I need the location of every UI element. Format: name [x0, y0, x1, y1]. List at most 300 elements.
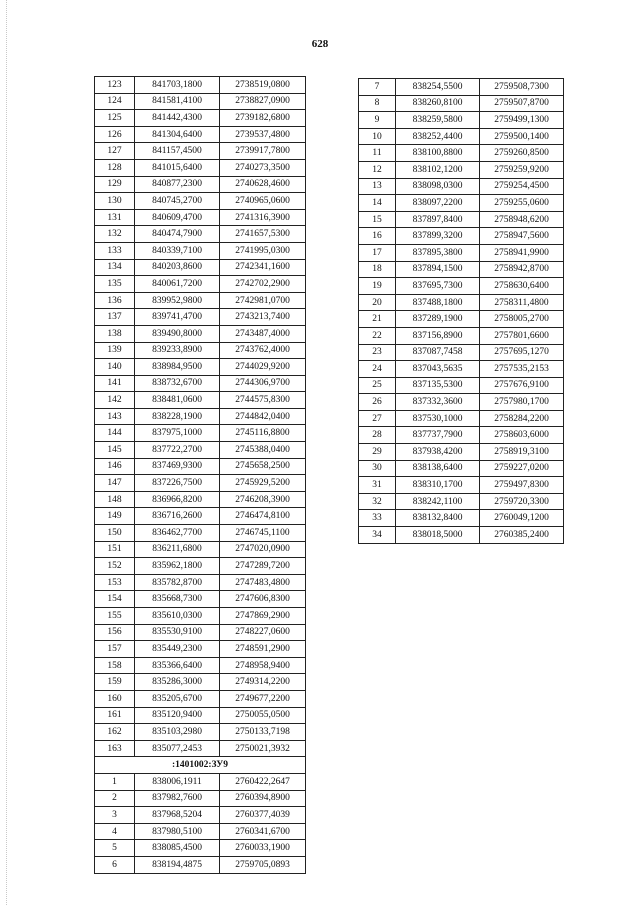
point-number-cell: 11 [359, 145, 396, 162]
point-number-cell: 14 [359, 195, 396, 212]
point-number-cell: 158 [95, 657, 135, 674]
y-coordinate-cell: 2760049,1200 [480, 510, 564, 527]
table-row [95, 408, 306, 425]
x-coordinate-cell: 838018,5000 [396, 527, 480, 544]
point-number-cell: 161 [95, 707, 135, 724]
table-row [95, 707, 306, 724]
point-number-cell: 6 [95, 856, 135, 873]
y-coordinate-cell: 2759705,0893 [220, 856, 306, 873]
point-number-cell: 123 [95, 77, 135, 94]
y-coordinate-cell: 2744575,8300 [220, 392, 306, 409]
table-row [95, 176, 306, 193]
page-number: 628 [311, 38, 329, 50]
y-coordinate-cell: 2740628,4600 [220, 176, 306, 193]
y-coordinate-cell: 2758942,8700 [480, 261, 564, 278]
x-coordinate-cell: 840609,4700 [135, 209, 220, 226]
x-coordinate-cell: 838242,1100 [396, 493, 480, 510]
x-coordinate-cell: 838132,8400 [396, 510, 480, 527]
x-coordinate-cell: 841581,4100 [135, 93, 220, 110]
point-number-cell: 23 [359, 344, 396, 361]
y-coordinate-cell: 2759507,8700 [480, 95, 564, 112]
x-coordinate-cell: 835103,2980 [135, 724, 220, 741]
table-row [359, 294, 564, 311]
table-row [359, 145, 564, 162]
x-coordinate-cell: 838481,0600 [135, 392, 220, 409]
y-coordinate-cell: 2759499,1300 [480, 112, 564, 129]
table-row [95, 193, 306, 210]
point-number-cell: 127 [95, 143, 135, 160]
y-coordinate-cell: 2750133,7198 [220, 724, 306, 741]
point-number-cell: 143 [95, 408, 135, 425]
table-row [95, 508, 306, 525]
x-coordinate-cell: 837938,4200 [396, 444, 480, 461]
x-coordinate-cell: 837894,1500 [396, 261, 480, 278]
y-coordinate-cell: 2743213,7400 [220, 309, 306, 326]
section-header-row [95, 757, 306, 774]
x-coordinate-cell: 839952,9800 [135, 292, 220, 309]
y-coordinate-cell: 2750055,0500 [220, 707, 306, 724]
y-coordinate-cell: 2759255,0600 [480, 195, 564, 212]
x-coordinate-cell: 837332,3600 [396, 394, 480, 411]
y-coordinate-cell: 2759508,7300 [480, 79, 564, 96]
point-number-cell: 155 [95, 608, 135, 625]
point-number-cell: 145 [95, 442, 135, 459]
y-coordinate-cell: 2750021,3932 [220, 740, 306, 757]
y-coordinate-cell: 2741316,3900 [220, 209, 306, 226]
x-coordinate-cell: 838097,2200 [396, 195, 480, 212]
y-coordinate-cell: 2746745,1100 [220, 525, 306, 542]
table-row [359, 344, 564, 361]
table-row [95, 375, 306, 392]
x-coordinate-cell: 835077,2453 [135, 740, 220, 757]
table-row [359, 178, 564, 195]
table-row [359, 444, 564, 461]
point-number-cell: 144 [95, 425, 135, 442]
point-number-cell: 129 [95, 176, 135, 193]
y-coordinate-cell: 2758005,2700 [480, 311, 564, 328]
table-row [95, 325, 306, 342]
x-coordinate-cell: 838098,0300 [396, 178, 480, 195]
y-coordinate-cell: 2757801,6600 [480, 327, 564, 344]
y-coordinate-cell: 2739537,4800 [220, 126, 306, 143]
x-coordinate-cell: 835449,2300 [135, 641, 220, 658]
table-row [95, 309, 306, 326]
y-coordinate-cell: 2745116,8800 [220, 425, 306, 442]
point-number-cell: 133 [95, 242, 135, 259]
point-number-cell: 137 [95, 309, 135, 326]
coordinates-table-right [358, 78, 564, 544]
x-coordinate-cell: 838732,6700 [135, 375, 220, 392]
x-coordinate-cell: 837722,2700 [135, 442, 220, 459]
point-number-cell: 138 [95, 325, 135, 342]
y-coordinate-cell: 2742341,1600 [220, 259, 306, 276]
point-number-cell: 159 [95, 674, 135, 691]
table-row [95, 807, 306, 824]
y-coordinate-cell: 2758948,6200 [480, 211, 564, 228]
y-coordinate-cell: 2739917,7800 [220, 143, 306, 160]
y-coordinate-cell: 2759500,1400 [480, 128, 564, 145]
y-coordinate-cell: 2743487,4000 [220, 325, 306, 342]
x-coordinate-cell: 839741,4700 [135, 309, 220, 326]
table-row [95, 342, 306, 359]
table-row [95, 657, 306, 674]
x-coordinate-cell: 840745,2700 [135, 193, 220, 210]
x-coordinate-cell: 837469,9300 [135, 458, 220, 475]
table-row [95, 724, 306, 741]
x-coordinate-cell: 840877,2300 [135, 176, 220, 193]
y-coordinate-cell: 2758603,6000 [480, 427, 564, 444]
point-number-cell: 140 [95, 359, 135, 376]
x-coordinate-cell: 835366,6400 [135, 657, 220, 674]
x-coordinate-cell: 835782,8700 [135, 574, 220, 591]
table-row [95, 574, 306, 591]
y-coordinate-cell: 2741657,5300 [220, 226, 306, 243]
x-coordinate-cell: 838984,9500 [135, 359, 220, 376]
y-coordinate-cell: 2759260,8500 [480, 145, 564, 162]
table-row [359, 278, 564, 295]
y-coordinate-cell: 2758311,4800 [480, 294, 564, 311]
table-row [95, 110, 306, 127]
x-coordinate-cell: 840061,7200 [135, 276, 220, 293]
y-coordinate-cell: 2748227,0600 [220, 624, 306, 641]
table-row [359, 427, 564, 444]
y-coordinate-cell: 2760033,1900 [220, 840, 306, 857]
table-row [95, 209, 306, 226]
x-coordinate-cell: 837895,3800 [396, 244, 480, 261]
y-coordinate-cell: 2748591,2900 [220, 641, 306, 658]
point-number-cell: 146 [95, 458, 135, 475]
table-row [359, 477, 564, 494]
point-number-cell: 21 [359, 311, 396, 328]
y-coordinate-cell: 2740273,3500 [220, 159, 306, 176]
x-coordinate-cell: 838228,1900 [135, 408, 220, 425]
y-coordinate-cell: 2759254,4500 [480, 178, 564, 195]
y-coordinate-cell: 2757980,1700 [480, 394, 564, 411]
table-row [95, 425, 306, 442]
x-coordinate-cell: 835286,3000 [135, 674, 220, 691]
table-row [95, 740, 306, 757]
point-number-cell: 25 [359, 377, 396, 394]
table-row [95, 226, 306, 243]
y-coordinate-cell: 2758630,6400 [480, 278, 564, 295]
point-number-cell: 18 [359, 261, 396, 278]
point-number-cell: 125 [95, 110, 135, 127]
x-coordinate-cell: 836211,6800 [135, 541, 220, 558]
table-row [95, 773, 306, 790]
x-coordinate-cell: 836716,2600 [135, 508, 220, 525]
x-coordinate-cell: 836462,7700 [135, 525, 220, 542]
table-row [95, 159, 306, 176]
x-coordinate-cell: 838100,8800 [396, 145, 480, 162]
point-number-cell: 17 [359, 244, 396, 261]
table-row [359, 311, 564, 328]
table-row [95, 840, 306, 857]
table-row [95, 475, 306, 492]
y-coordinate-cell: 2747020,0900 [220, 541, 306, 558]
point-number-cell: 139 [95, 342, 135, 359]
table-row [359, 228, 564, 245]
y-coordinate-cell: 2747869,2900 [220, 608, 306, 625]
x-coordinate-cell: 838085,4500 [135, 840, 220, 857]
point-number-cell: 126 [95, 126, 135, 143]
x-coordinate-cell: 838310,1700 [396, 477, 480, 494]
point-number-cell: 147 [95, 475, 135, 492]
x-coordinate-cell: 841157,4500 [135, 143, 220, 160]
x-coordinate-cell: 837043,5635 [396, 361, 480, 378]
point-number-cell: 131 [95, 209, 135, 226]
coordinates-table-left [94, 76, 306, 874]
table-row [359, 493, 564, 510]
x-coordinate-cell: 840339,7100 [135, 242, 220, 259]
x-coordinate-cell: 838259,5800 [396, 112, 480, 129]
table-row [359, 128, 564, 145]
table-row [95, 541, 306, 558]
x-coordinate-cell: 838194,4875 [135, 856, 220, 873]
x-coordinate-cell: 839233,8900 [135, 342, 220, 359]
table-row [359, 361, 564, 378]
x-coordinate-cell: 841304,6400 [135, 126, 220, 143]
point-number-cell: 149 [95, 508, 135, 525]
table-row [359, 112, 564, 129]
table-row [95, 690, 306, 707]
point-number-cell: 136 [95, 292, 135, 309]
x-coordinate-cell: 838102,1200 [396, 161, 480, 178]
table-row [95, 458, 306, 475]
point-number-cell: 31 [359, 477, 396, 494]
y-coordinate-cell: 2749677,2200 [220, 690, 306, 707]
table-row [95, 392, 306, 409]
x-coordinate-cell: 838254,5500 [396, 79, 480, 96]
point-number-cell: 22 [359, 327, 396, 344]
table-row [95, 292, 306, 309]
y-coordinate-cell: 2757695,1270 [480, 344, 564, 361]
point-number-cell: 124 [95, 93, 135, 110]
point-number-cell: 9 [359, 112, 396, 129]
y-coordinate-cell: 2758919,3100 [480, 444, 564, 461]
x-coordinate-cell: 835120,9400 [135, 707, 220, 724]
point-number-cell: 128 [95, 159, 135, 176]
y-coordinate-cell: 2760341,6700 [220, 823, 306, 840]
table-row [359, 211, 564, 228]
point-number-cell: 7 [359, 79, 396, 96]
table-row [359, 161, 564, 178]
point-number-cell: 130 [95, 193, 135, 210]
point-number-cell: 29 [359, 444, 396, 461]
x-coordinate-cell: 837695,7300 [396, 278, 480, 295]
x-coordinate-cell: 840474,7900 [135, 226, 220, 243]
x-coordinate-cell: 841015,6400 [135, 159, 220, 176]
x-coordinate-cell: 837226,7500 [135, 475, 220, 492]
x-coordinate-cell: 841703,1800 [135, 77, 220, 94]
x-coordinate-cell: 837530,1000 [396, 410, 480, 427]
table-row [95, 525, 306, 542]
y-coordinate-cell: 2759497,8300 [480, 477, 564, 494]
table-row [95, 591, 306, 608]
point-number-cell: 13 [359, 178, 396, 195]
point-number-cell: 12 [359, 161, 396, 178]
x-coordinate-cell: 835668,7300 [135, 591, 220, 608]
point-number-cell: 151 [95, 541, 135, 558]
y-coordinate-cell: 2746208,3900 [220, 491, 306, 508]
x-coordinate-cell: 837135,5300 [396, 377, 480, 394]
y-coordinate-cell: 2760394,8900 [220, 790, 306, 807]
x-coordinate-cell: 837156,8900 [396, 327, 480, 344]
y-coordinate-cell: 2742981,0700 [220, 292, 306, 309]
y-coordinate-cell: 2747289,7200 [220, 558, 306, 575]
point-number-cell: 135 [95, 276, 135, 293]
y-coordinate-cell: 2760377,4039 [220, 807, 306, 824]
table-row [95, 359, 306, 376]
point-number-cell: 134 [95, 259, 135, 276]
table-row [359, 377, 564, 394]
y-coordinate-cell: 2758947,5600 [480, 228, 564, 245]
y-coordinate-cell: 2744842,0400 [220, 408, 306, 425]
point-number-cell: 30 [359, 460, 396, 477]
point-number-cell: 160 [95, 690, 135, 707]
point-number-cell: 8 [359, 95, 396, 112]
point-number-cell: 34 [359, 527, 396, 544]
y-coordinate-cell: 2759720,3300 [480, 493, 564, 510]
table-row [95, 558, 306, 575]
x-coordinate-cell: 835530,9100 [135, 624, 220, 641]
x-coordinate-cell: 838138,6400 [396, 460, 480, 477]
y-coordinate-cell: 2758941,9900 [480, 244, 564, 261]
point-number-cell: 156 [95, 624, 135, 641]
page-left-edge [6, 0, 7, 905]
table-row [359, 394, 564, 411]
point-number-cell: 148 [95, 491, 135, 508]
y-coordinate-cell: 2745658,2500 [220, 458, 306, 475]
table-row [359, 327, 564, 344]
table-row [359, 195, 564, 212]
table-row [95, 641, 306, 658]
y-coordinate-cell: 2745929,5200 [220, 475, 306, 492]
table-row [359, 79, 564, 96]
table-row [95, 276, 306, 293]
y-coordinate-cell: 2759259,9200 [480, 161, 564, 178]
y-coordinate-cell: 2742702,2900 [220, 276, 306, 293]
y-coordinate-cell: 2741995,0300 [220, 242, 306, 259]
point-number-cell: 162 [95, 724, 135, 741]
table-row [359, 410, 564, 427]
y-coordinate-cell: 2758284,2200 [480, 410, 564, 427]
x-coordinate-cell: 837968,5204 [135, 807, 220, 824]
point-number-cell: 28 [359, 427, 396, 444]
point-number-cell: 33 [359, 510, 396, 527]
y-coordinate-cell: 2747606,8300 [220, 591, 306, 608]
x-coordinate-cell: 837488,1800 [396, 294, 480, 311]
point-number-cell: 16 [359, 228, 396, 245]
table-row [95, 93, 306, 110]
table-row [95, 259, 306, 276]
point-number-cell: 10 [359, 128, 396, 145]
x-coordinate-cell: 837087,7458 [396, 344, 480, 361]
x-coordinate-cell: 838006,1911 [135, 773, 220, 790]
y-coordinate-cell: 2757676,9100 [480, 377, 564, 394]
x-coordinate-cell: 835205,6700 [135, 690, 220, 707]
point-number-cell: 3 [95, 807, 135, 824]
point-number-cell: 5 [95, 840, 135, 857]
table-row [95, 77, 306, 94]
point-number-cell: 152 [95, 558, 135, 575]
point-number-cell: 132 [95, 226, 135, 243]
y-coordinate-cell: 2739182,6800 [220, 110, 306, 127]
point-number-cell: 15 [359, 211, 396, 228]
table-row [359, 95, 564, 112]
table-row [95, 624, 306, 641]
table-row [95, 856, 306, 873]
table-row [95, 442, 306, 459]
table-row [359, 527, 564, 544]
x-coordinate-cell: 838252,4400 [396, 128, 480, 145]
x-coordinate-cell: 841442,4300 [135, 110, 220, 127]
x-coordinate-cell: 837980,5100 [135, 823, 220, 840]
point-number-cell: 150 [95, 525, 135, 542]
point-number-cell: 4 [95, 823, 135, 840]
x-coordinate-cell: 840203,8600 [135, 259, 220, 276]
point-number-cell: 24 [359, 361, 396, 378]
x-coordinate-cell: 835962,1800 [135, 558, 220, 575]
x-coordinate-cell: 835610,0300 [135, 608, 220, 625]
x-coordinate-cell: 837897,8400 [396, 211, 480, 228]
y-coordinate-cell: 2747483,4800 [220, 574, 306, 591]
point-number-cell: 157 [95, 641, 135, 658]
table-row [95, 242, 306, 259]
y-coordinate-cell: 2760422,2647 [220, 773, 306, 790]
point-number-cell: 153 [95, 574, 135, 591]
table-row [359, 244, 564, 261]
table-row [95, 491, 306, 508]
table-row [95, 790, 306, 807]
x-coordinate-cell: 836966,8200 [135, 491, 220, 508]
y-coordinate-cell: 2743762,4000 [220, 342, 306, 359]
table-row [95, 126, 306, 143]
y-coordinate-cell: 2759227,0200 [480, 460, 564, 477]
table-row [359, 460, 564, 477]
y-coordinate-cell: 2738827,0900 [220, 93, 306, 110]
point-number-cell: 26 [359, 394, 396, 411]
point-number-cell: 27 [359, 410, 396, 427]
x-coordinate-cell: 837737,7900 [396, 427, 480, 444]
x-coordinate-cell: 839490,8000 [135, 325, 220, 342]
x-coordinate-cell: 838260,8100 [396, 95, 480, 112]
point-number-cell: 1 [95, 773, 135, 790]
point-number-cell: 163 [95, 740, 135, 757]
table-row [95, 674, 306, 691]
point-number-cell: 19 [359, 278, 396, 295]
point-number-cell: 20 [359, 294, 396, 311]
x-coordinate-cell: 837982,7600 [135, 790, 220, 807]
y-coordinate-cell: 2745388,0400 [220, 442, 306, 459]
y-coordinate-cell: 2757535,2153 [480, 361, 564, 378]
table-row [359, 261, 564, 278]
x-coordinate-cell: 837899,3200 [396, 228, 480, 245]
y-coordinate-cell: 2744306,9700 [220, 375, 306, 392]
y-coordinate-cell: 2748958,9400 [220, 657, 306, 674]
table-row [95, 143, 306, 160]
table-row [95, 823, 306, 840]
table-row [95, 608, 306, 625]
point-number-cell: 32 [359, 493, 396, 510]
y-coordinate-cell: 2760385,2400 [480, 527, 564, 544]
x-coordinate-cell: 837975,1000 [135, 425, 220, 442]
y-coordinate-cell: 2738519,0800 [220, 77, 306, 94]
y-coordinate-cell: 2746474,8100 [220, 508, 306, 525]
y-coordinate-cell: 2749314,2200 [220, 674, 306, 691]
x-coordinate-cell: 837289,1900 [396, 311, 480, 328]
parcel-section-label: :1401002:ЗУ9 [95, 757, 306, 774]
point-number-cell: 2 [95, 790, 135, 807]
